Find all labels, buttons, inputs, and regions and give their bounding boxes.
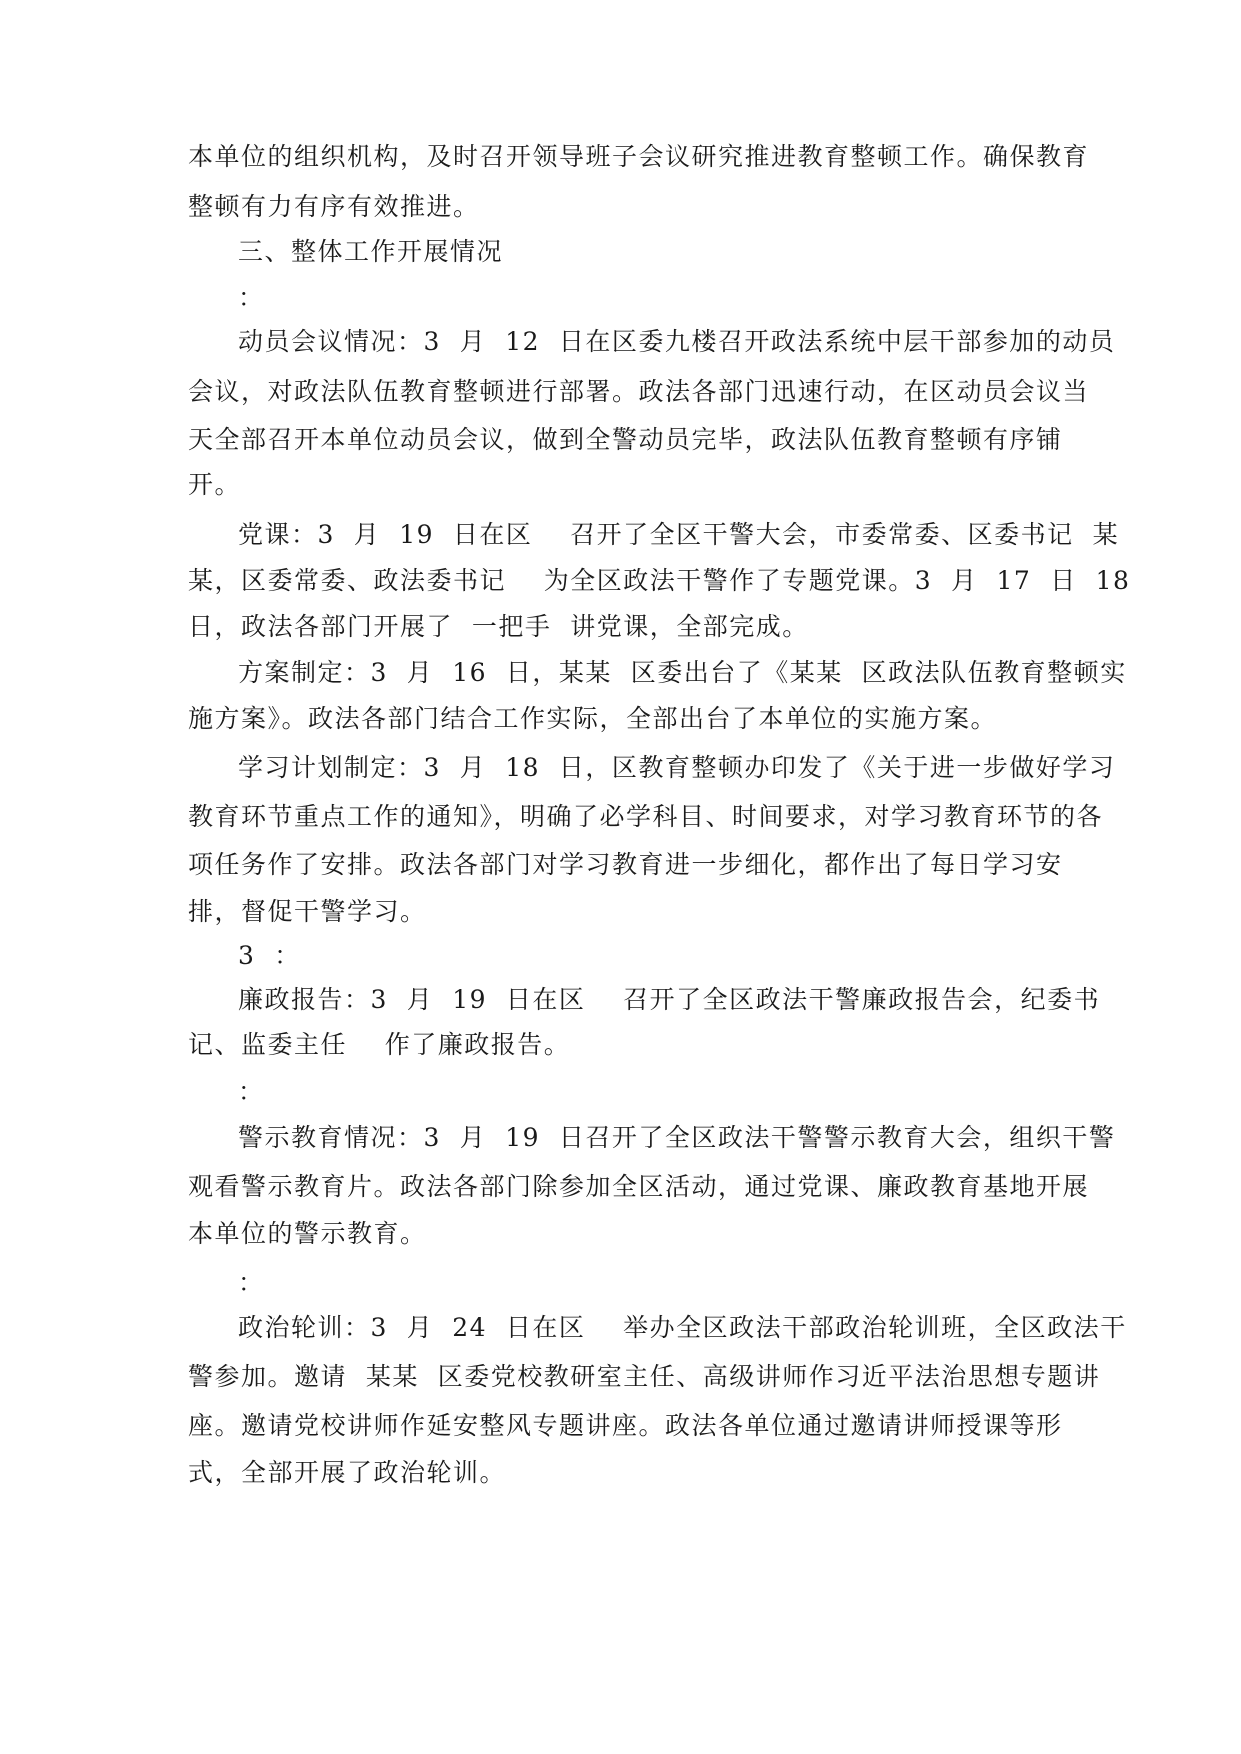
paragraph-line: 本单位的组织机构，及时召开领导班子会议研究推进教育整顿工作。确保教育 [188,142,1090,171]
paragraph-line: 政治轮训：3 月 24 日在区 举办全区政法干部政治轮训班，全区政法干 [238,1313,1127,1342]
paragraph-line: 天全部召开本单位动员会议，做到全警动员完毕，政法队伍教育整顿有序铺 [188,425,1063,454]
paragraph-line: 廉政报告：3 月 19 日在区 召开了全区政法干警廉政报告会，纪委书 [238,985,1101,1014]
subheading-line: 3 ： [238,941,301,970]
paragraph-line: 式，全部开展了政治轮训。 [188,1458,507,1487]
subheading-line: ： [238,1077,265,1106]
paragraph-line: 开。 [188,470,242,499]
paragraph-line: 施方案》。政法各部门结合工作实际，全部出台了本单位的实施方案。 [188,704,998,733]
paragraph-line: 记、监委主任 作了廉政报告。 [188,1030,571,1059]
section-heading: 三、整体工作开展情况 [238,237,504,266]
paragraph-line: 警参加。邀请 某某 区委党校教研室主任、高级讲师作习近平法治思想专题讲 [188,1362,1101,1391]
paragraph-line: 本单位的警示教育。 [188,1219,427,1248]
paragraph-line: 排，督促干警学习。 [188,897,427,926]
paragraph-line: 会议，对政法队伍教育整顿进行部署。政法各部门迅速行动，在区动员会议当 [188,377,1090,406]
paragraph-line: 项任务作了安排。政法各部门对学习教育进一步细化，都作出了每日学习安 [188,850,1063,879]
paragraph-line: 座。邀请党校讲师作延安整风专题讲座。政法各单位通过邀请讲师授课等形 [188,1411,1063,1440]
paragraph-line: 党课：3 月 19 日在区 召开了全区干警大会，市委常委、区委书记 某 [238,520,1120,549]
paragraph-line: 日，政法各部门开展了 一把手 讲党课，全部完成。 [188,612,809,641]
paragraph-line: 警示教育情况：3 月 19 日召开了全区政法干警警示教育大会，组织干警 [238,1123,1116,1152]
paragraph-line: 观看警示教育片。政法各部门除参加全区活动，通过党课、廉政教育基地开展 [188,1172,1090,1201]
subheading-line: ： [238,1268,265,1297]
paragraph-line: 方案制定：3 月 16 日，某某 区委出台了《某某 区政法队伍教育整顿实 [238,658,1127,687]
subheading-line: ： [238,283,265,312]
paragraph-line: 某，区委常委、政法委书记 为全区政法干警作了专题党课。3 月 17 日 18 [188,566,1131,595]
paragraph-line: 学习计划制定：3 月 18 日，区教育整顿办印发了《关于进一步做好学习 [238,753,1116,782]
paragraph-line: 教育环节重点工作的通知》，明确了必学科目、时间要求，对学习教育环节的各 [188,802,1104,831]
paragraph-line: 动员会议情况：3 月 12 日在区委九楼召开政法系统中层干部参加的动员 [238,327,1116,356]
paragraph-line: 整顿有力有序有效推进。 [188,192,480,221]
